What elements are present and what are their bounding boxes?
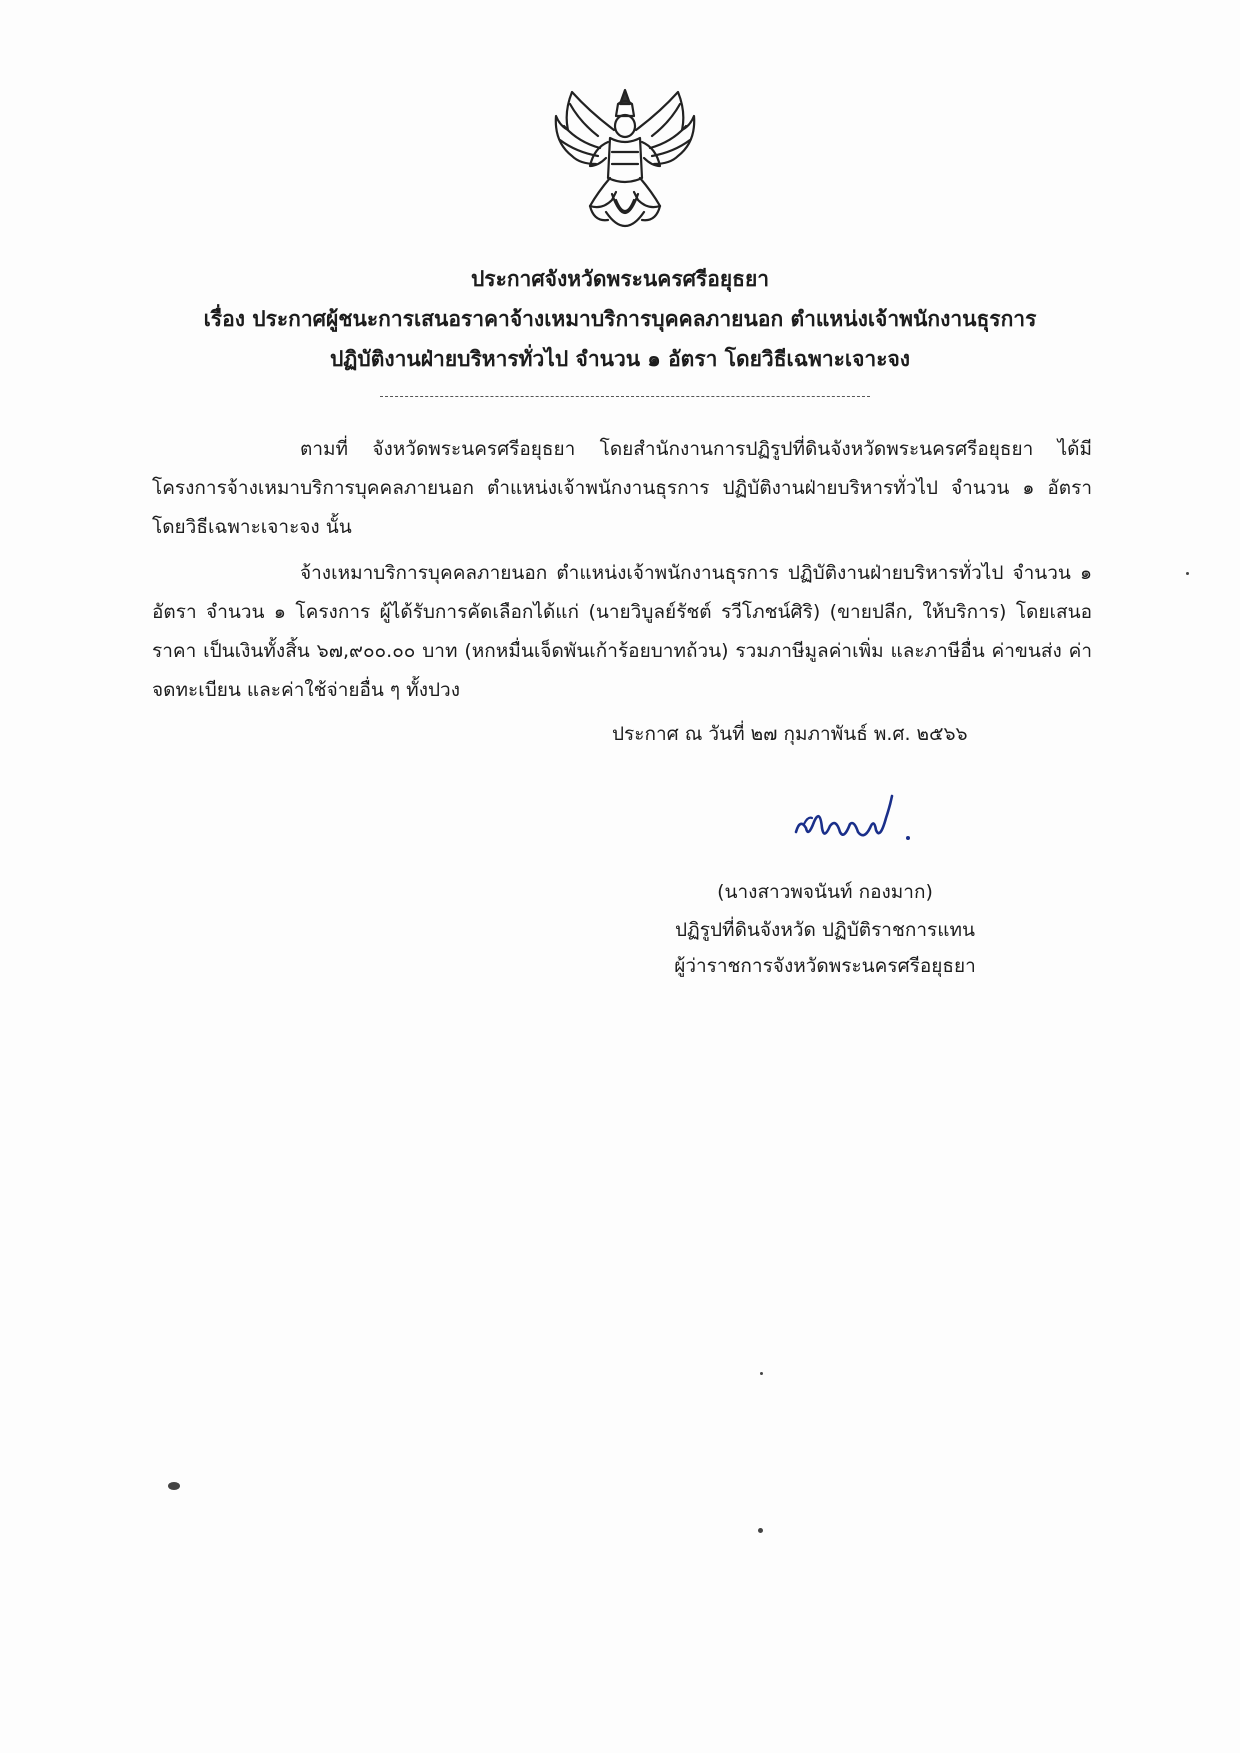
garuda-emblem-icon: [550, 82, 700, 242]
signatory-name: (นางสาวพจนันท์ กองมาก): [717, 881, 933, 903]
signatory-position-2: ผู้ว่าราชการจังหวัดพระนครศรีอยุธยา: [674, 955, 976, 977]
scan-speck: [758, 1528, 763, 1533]
subject-line-1: เรื่อง ประกาศผู้ชนะการเสนอราคาจ้างเหมาบริการบุคคลภายนอก ตำแหน่งเจ้าพนักงานธุรการ: [203, 307, 1037, 331]
scan-speck: [1186, 572, 1189, 575]
subject-line-2: ปฏิบัติงานฝ่ายบริหารทั่วไป จำนวน ๑ อัตรา โดยวิธีเฉพาะเจาะจง: [329, 347, 911, 371]
body-paragraph-1: ตามที่ จังหวัดพระนครศรีอยุธยา โดยสำนักงานการปฏิรูปที่ดินจังหวัดพระนครศรีอยุธยา ได้มีโครงการจ้างเหมาบริการบุคคลภายนอก ตำแหน่งเจ้าพนักงานธุรการ ปฏิบัติงานฝ่ายบริหารทั่วไป จำนวน ๑ อัตรา โดยวิธีเฉพาะเจาะจง นั้น: [152, 438, 1092, 538]
signatory-position-1: ปฏิรูปที่ดินจังหวัด ปฏิบัติราชการแทน: [674, 919, 976, 941]
announcement-date: ประกาศ ณ วันที่ ๒๗ กุมภาพันธ์ พ.ศ. ๒๕๖๖: [612, 723, 968, 745]
body-paragraph-2: จ้างเหมาบริการบุคคลภายนอก ตำแหน่งเจ้าพนักงานธุรการ ปฏิบัติงานฝ่ายบริหารทั่วไป จำนวน ๑ อัตรา จำนวน ๑ โครงการ ผู้ได้รับการคัดเลือกได้แก่ (นายวิบูลย์รัชต์ รวีโภชน์ศิริ) (ขายปลีก, ให้บริการ) โดยเสนอราคา เป็นเงินทั้งสิ้น ๖๗,๙๐๐.๐๐ บาท (หกหมื่นเจ็ดพันเก้าร้อยบาทถ้วน) รวมภาษีมูลค่าเพิ่ม และภาษีอื่น ค่าขนส่ง ค่าจดทะเบียน และค่าใช้จ่ายอื่น ๆ ทั้งปวง: [152, 562, 1092, 701]
scan-speck: [760, 1372, 763, 1375]
title-divider: [380, 396, 870, 397]
scan-speck: [168, 1482, 180, 1490]
document-title: ประกาศจังหวัดพระนครศรีอยุธยา: [470, 267, 770, 291]
handwritten-signature-icon: [790, 788, 920, 858]
